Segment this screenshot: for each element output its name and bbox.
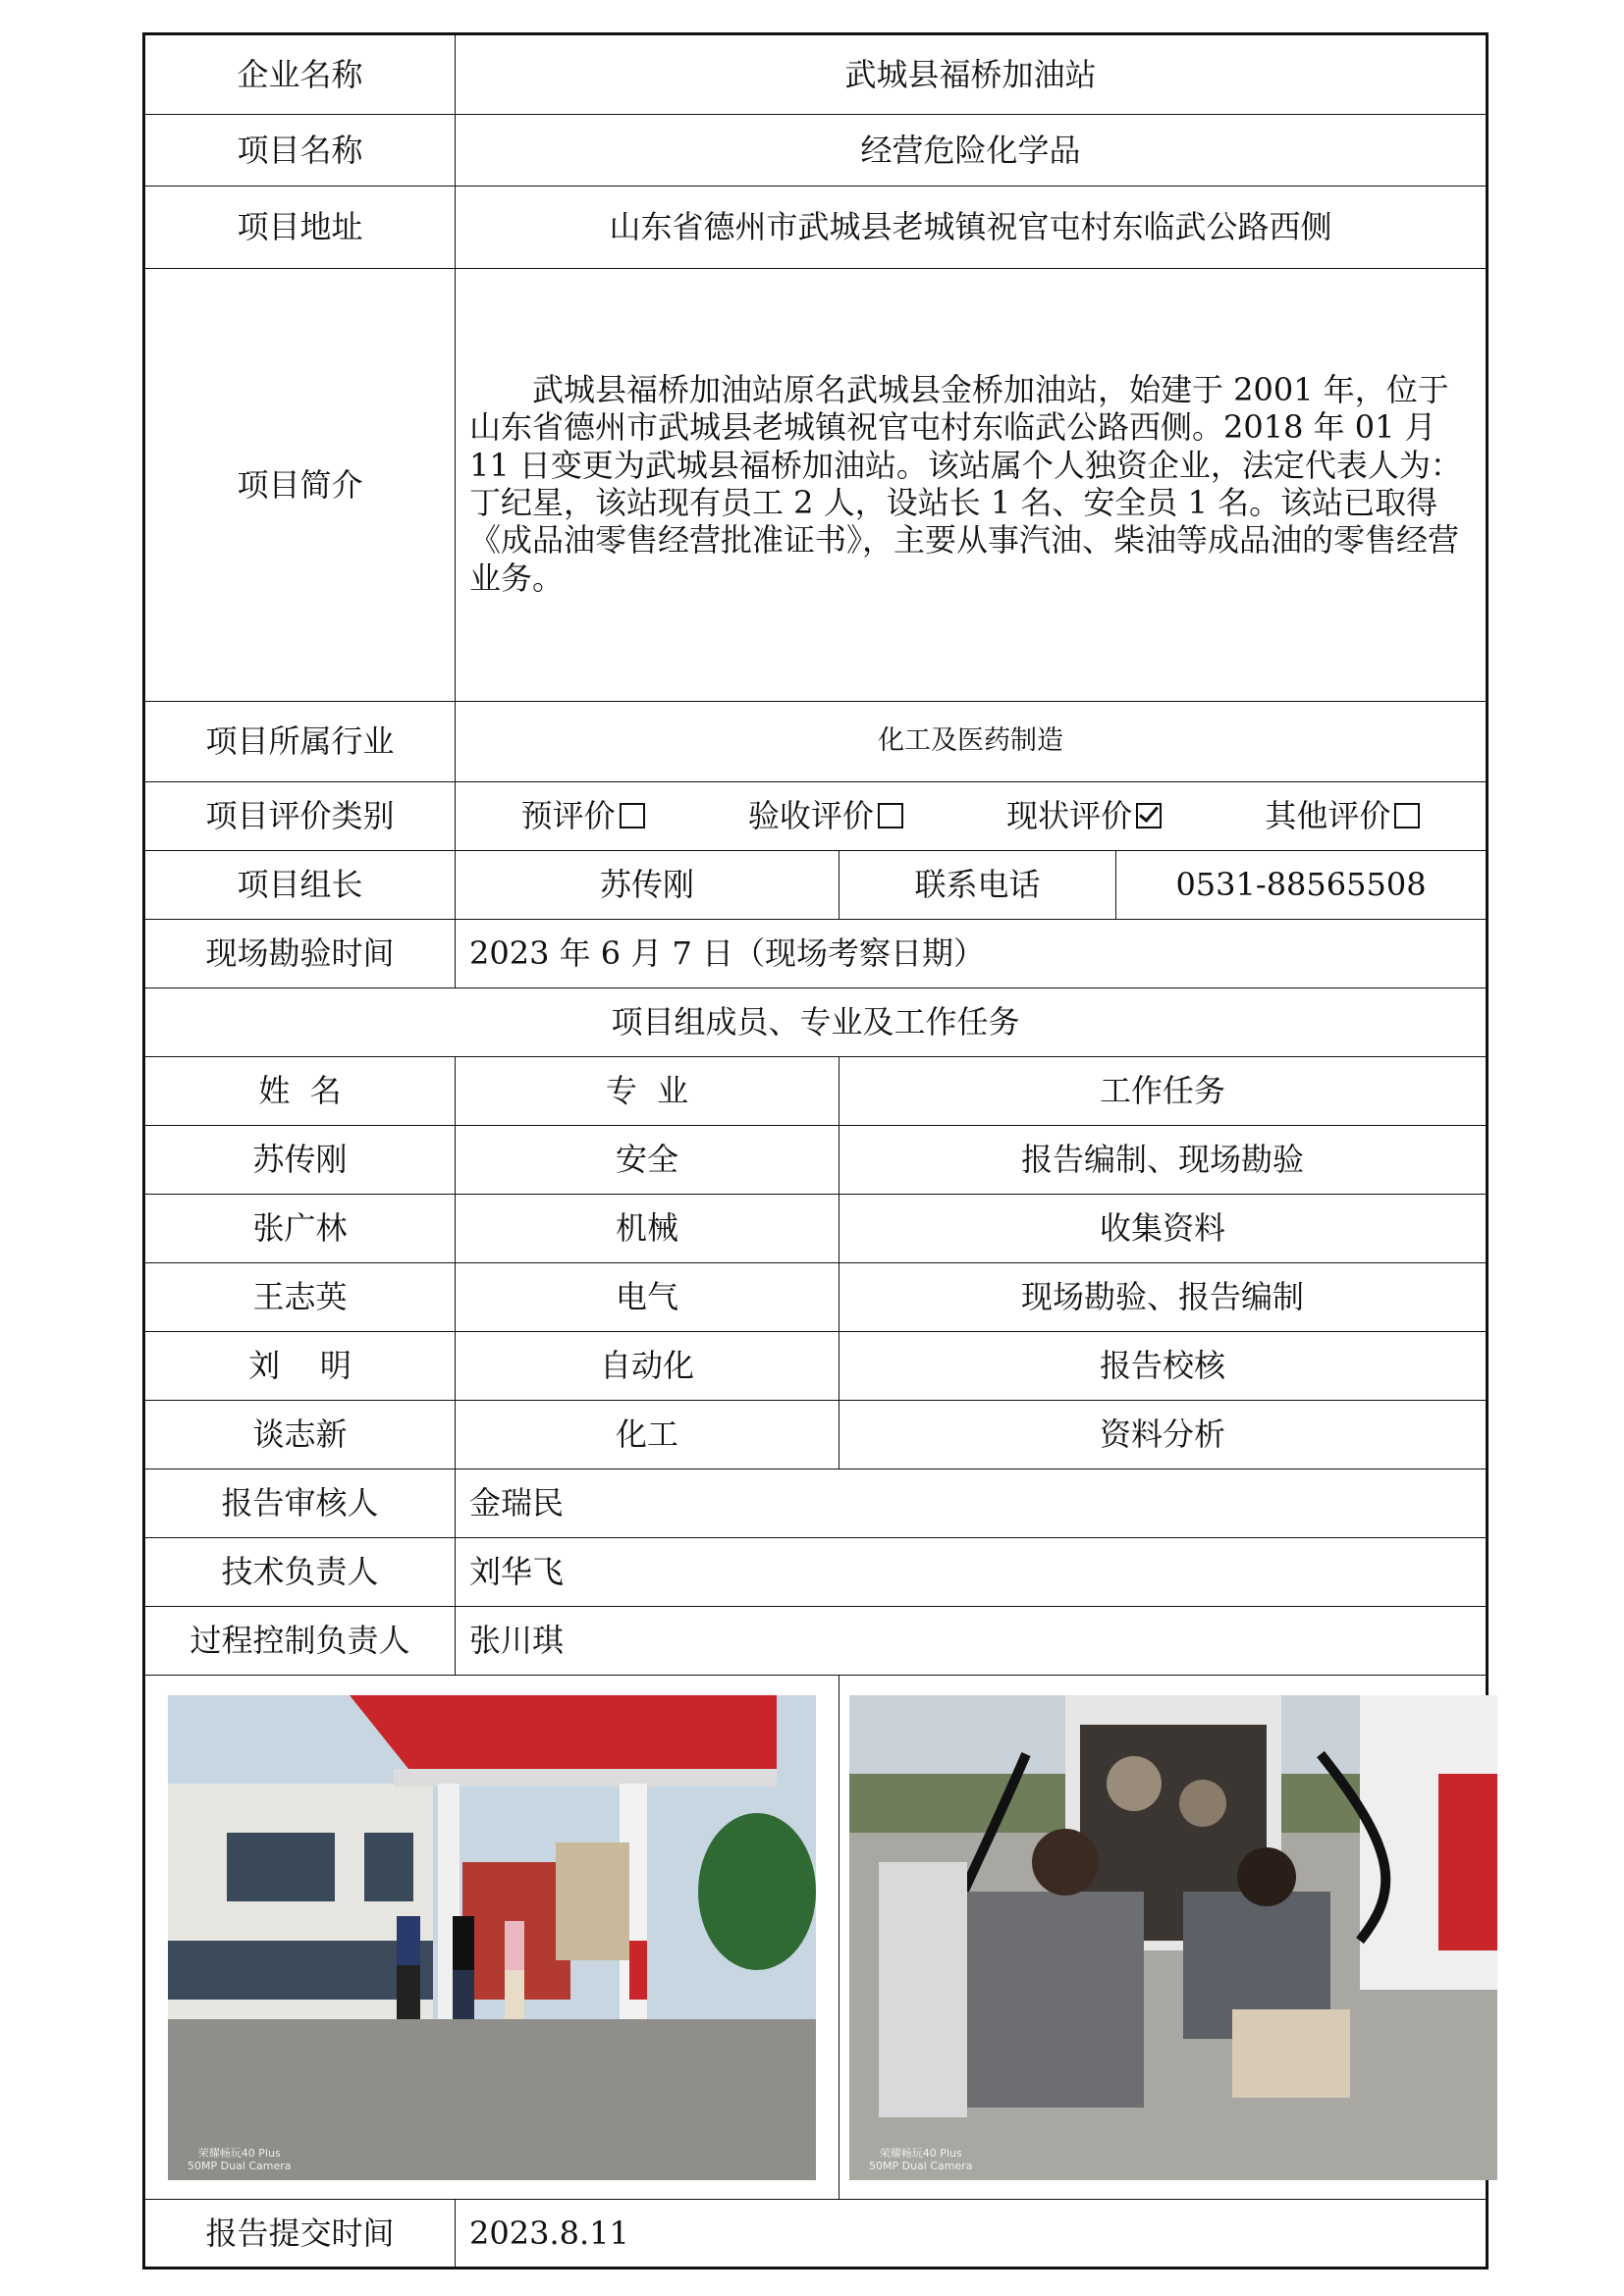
process-lead-value: 张川琪 bbox=[456, 1607, 1488, 1676]
checkbox-other[interactable] bbox=[1394, 803, 1420, 828]
phone-value: 0531-88565508 bbox=[1116, 851, 1488, 920]
site-photo-dispenser bbox=[849, 1695, 1497, 2180]
checkbox-acceptance[interactable] bbox=[878, 803, 903, 828]
member-task: 报告校核 bbox=[839, 1332, 1488, 1401]
photo-cell-left bbox=[144, 1676, 839, 2200]
submit-time-label: 报告提交时间 bbox=[144, 2200, 456, 2269]
member-name: 刘 明 bbox=[144, 1332, 456, 1401]
project-name-label: 项目名称 bbox=[144, 115, 456, 187]
member-name: 谈志新 bbox=[144, 1401, 456, 1469]
member-major: 安全 bbox=[456, 1126, 839, 1195]
member-task: 收集资料 bbox=[839, 1195, 1488, 1263]
tech-lead-value: 刘华飞 bbox=[456, 1538, 1488, 1607]
member-major: 机械 bbox=[456, 1195, 839, 1263]
phone-label: 联系电话 bbox=[839, 851, 1116, 920]
info-table bbox=[142, 32, 1489, 2269]
survey-time-label: 现场勘验时间 bbox=[144, 920, 456, 988]
project-intro-cell bbox=[456, 269, 1488, 702]
camera-watermark-left: 荣耀畅玩40 Plus 50MP Dual Camera bbox=[188, 2146, 292, 2172]
company-value: 武城县福桥加油站 bbox=[456, 34, 1488, 115]
eval-option-acceptance[interactable]: 验收评价 bbox=[748, 797, 903, 834]
reviewer-value: 金瑞民 bbox=[456, 1469, 1488, 1538]
member-task: 资料分析 bbox=[839, 1401, 1488, 1469]
submit-time-value: 2023.8.11 bbox=[456, 2200, 1488, 2269]
members-header-name: 姓 名 bbox=[144, 1057, 456, 1126]
photo-cell-right bbox=[839, 1676, 1488, 2200]
project-address-label: 项目地址 bbox=[144, 187, 456, 269]
leader-label: 项目组长 bbox=[144, 851, 456, 920]
member-task: 报告编制、现场勘验 bbox=[839, 1126, 1488, 1195]
eval-type-label: 项目评价类别 bbox=[144, 782, 456, 851]
table-row bbox=[144, 1332, 1488, 1401]
table-row bbox=[144, 1195, 1488, 1263]
company-label: 企业名称 bbox=[144, 34, 456, 115]
eval-type-options bbox=[456, 782, 1488, 851]
reviewer-label: 报告审核人 bbox=[144, 1469, 456, 1538]
project-name-value: 经营危险化学品 bbox=[456, 115, 1488, 187]
table-row bbox=[144, 1401, 1488, 1469]
members-header-major: 专 业 bbox=[456, 1057, 839, 1126]
eval-option-status[interactable]: 现状评价 bbox=[1006, 797, 1162, 834]
table-row bbox=[144, 1126, 1488, 1195]
checkbox-pre[interactable] bbox=[620, 803, 645, 828]
eval-option-pre[interactable]: 预评价 bbox=[521, 797, 645, 834]
member-name: 苏传刚 bbox=[144, 1126, 456, 1195]
industry-label: 项目所属行业 bbox=[144, 702, 456, 782]
member-task: 现场勘验、报告编制 bbox=[839, 1263, 1488, 1332]
tech-lead-label: 技术负责人 bbox=[144, 1538, 456, 1607]
project-intro-label: 项目简介 bbox=[144, 269, 456, 702]
industry-value: 化工及医药制造 bbox=[456, 702, 1488, 782]
member-major: 化工 bbox=[456, 1401, 839, 1469]
eval-option-other[interactable]: 其他评价 bbox=[1265, 797, 1420, 834]
project-intro-text: 武城县福桥加油站原名武城县金桥加油站，始建于 2001 年，位于山东省德州市武城县老城镇祝官屯村东临武公路西侧。2018 年 01 月 11 日变更为武城县福桥加油站。该站属个人独资企业，法定代表人为：丁纪星，该站现有员工 2 人，设站长 1 名、安全员 1 名。该站已取得《成品油零售经营批准证书》，主要从事汽油、柴油等成品油的零售经营业务。 bbox=[469, 370, 1462, 597]
member-name: 王志英 bbox=[144, 1263, 456, 1332]
members-section-title: 项目组成员、专业及工作任务 bbox=[144, 988, 1488, 1057]
member-name: 张广林 bbox=[144, 1195, 456, 1263]
camera-watermark-right: 荣耀畅玩40 Plus 50MP Dual Camera bbox=[869, 2146, 973, 2172]
member-major: 电气 bbox=[456, 1263, 839, 1332]
process-lead-label: 过程控制负责人 bbox=[144, 1607, 456, 1676]
project-address-value: 山东省德州市武城县老城镇祝官屯村东临武公路西侧 bbox=[456, 187, 1488, 269]
checkbox-status-checked[interactable] bbox=[1136, 803, 1162, 828]
table-row bbox=[144, 1263, 1488, 1332]
site-photo-station bbox=[168, 1695, 816, 2180]
leader-value: 苏传刚 bbox=[456, 851, 839, 920]
members-header-task: 工作任务 bbox=[839, 1057, 1488, 1126]
survey-time-value: 2023 年 6 月 7 日（现场考察日期） bbox=[456, 920, 1488, 988]
member-major: 自动化 bbox=[456, 1332, 839, 1401]
evaluation-form bbox=[142, 32, 1486, 2269]
